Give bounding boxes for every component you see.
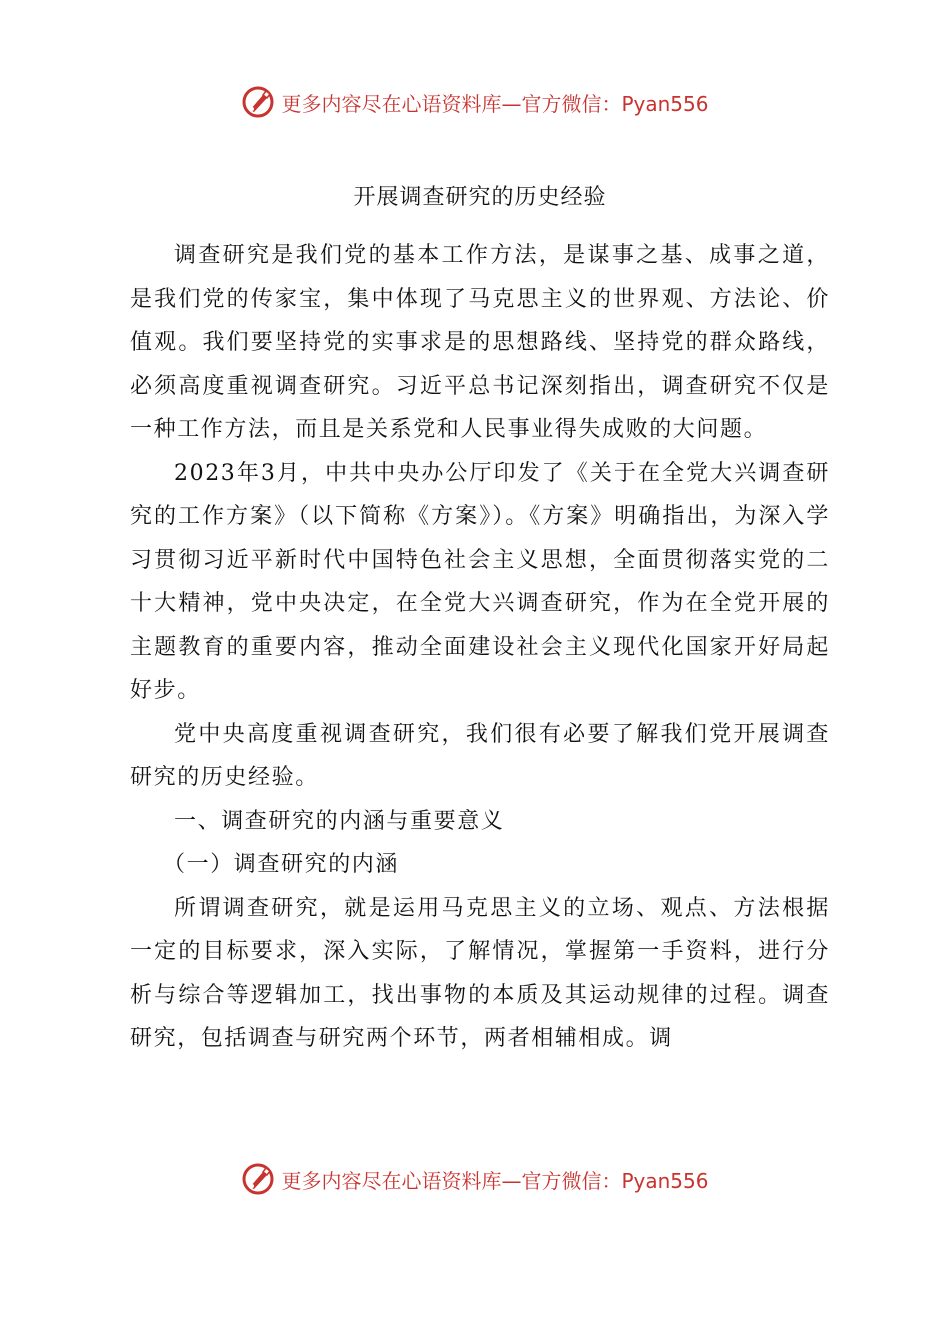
paragraph-3: 党中央高度重视调查研究，我们很有必要了解我们党开展调查研究的历史经验。 <box>130 721 830 790</box>
paragraph-1: 调查研究是我们党的基本工作方法，是谋事之基、成事之道，是我们党的传家宝，集中体现了马克思主义的世界观、方法论、价值观。我们要坚持党的实事求是的思想路线、坚持党的群众路线，必须高度重视调查研究。习近平总书记深刻指出，调查研究不仅是一种工作方法，而且是关系党和人民事业得失成败的大问题。 <box>130 243 830 442</box>
paragraph-2: 2023年3月，中共中央办公厅印发了《关于在全党大兴调查研究的工作方案》（以下简称《方案》）。《方案》明确指出，为深入学习贯彻习近平新时代中国特色社会主义思想，全面贯彻落实党的二十大精神，党中央决定，在全党大兴调查研究，作为在全党开展的主题教育的重要内容，推动全面建设社会主义现代化国家开好局起好步。 <box>130 460 830 703</box>
document-body <box>130 176 830 1061</box>
document-title: 开展调查研究的历史经验 <box>353 185 607 210</box>
section-heading-1: 一、调查研究的内涵与重要意义 <box>174 808 505 834</box>
paragraph-4: 所谓调查研究，就是运用马克思主义的立场、观点、方法根据一定的目标要求，深入实际，了解情况，掌握第一手资料，进行分析与综合等逻辑加工，找出事物的本质及其运动规律的过程。调查研究，包括调查与研究两个环节，两者相辅相成。调 <box>130 895 830 1051</box>
header-banner <box>0 80 950 124</box>
footer-banner <box>0 1157 950 1201</box>
footer-banner-text: 更多内容尽在心语资料库—官方微信：Pyan556 <box>281 1168 709 1193</box>
pen-logo-icon <box>241 85 275 119</box>
pen-logo-icon <box>241 1162 275 1196</box>
header-banner-text: 更多内容尽在心语资料库—官方微信：Pyan556 <box>281 91 709 116</box>
subsection-heading-1-1: （一）调查研究的内涵 <box>163 852 400 877</box>
